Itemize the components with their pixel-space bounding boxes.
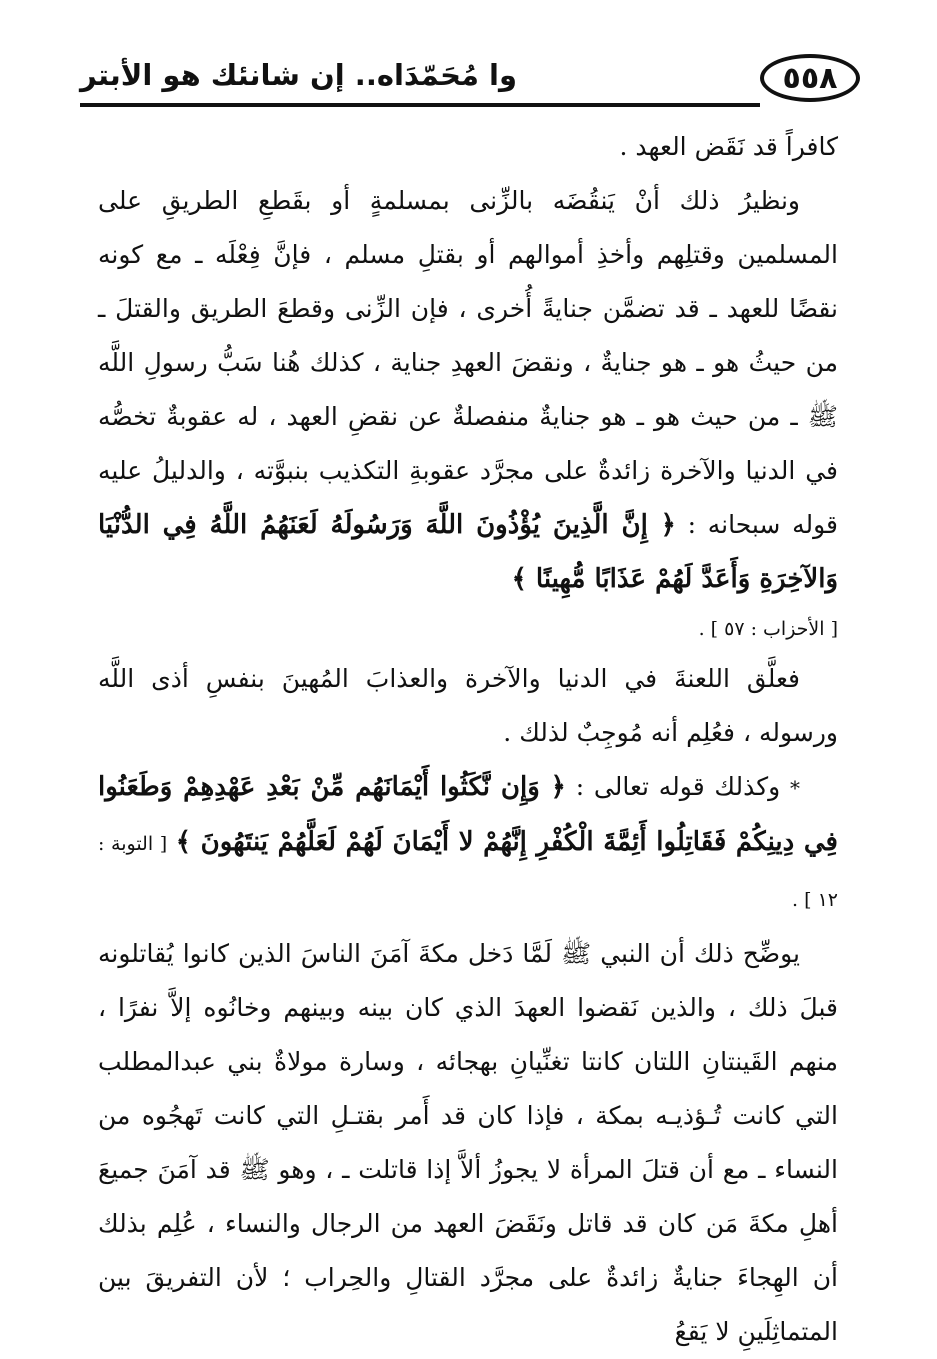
paragraph-5-text: يوضِّح ذلك أن النبي ﷺ لَمَّا دَخل مكةَ آمَنَ الناسَ الذين كانوا يُقاتلونه قبلَ ذلك ، والذين نَقضوا العهدَ الذي كان بينه وبينهم وخانُوه إلاَّ نفرًا ، منهم القَينتانِ اللتان كانتا تغنِّيانِ بهجائه ، وسارة مولاةٌ بني عبدالمطلب التي كانت تُـؤذيـه بمكة ، فإذا كان قد أَمر بقتـلِ التي كانت تَهجُوه من النساء ـ مع أن قتلَ المرأة لا يجوزُ ألاَّ إذا قاتلت ـ ، وهو ﷺ قد آمَنَ جميعَ أهلِ مكةَ مَن كان قد قاتل ونَقَضَ العهد من الرجال والنساء ، عُلِم بذلك أن الهِجاءَ جنايةٌ زائدةٌ على مجرَّد القتالِ والحِراب ؛ لأن التفريقَ بين المتماثِلَينِ لا يَقعُ: [98, 939, 838, 1346]
paragraph-1-text: كافراً قد نَقَض العهد .: [619, 132, 838, 161]
page-body: [98, 120, 838, 1359]
page-header: [80, 54, 860, 110]
quran-verse-ahzab: ﴿ إِنَّ الَّذِينَ يُؤْذُونَ اللَّهَ وَرَسُولَهُ لَعَنَهُمُ اللَّهُ فِي الدُّنْيَا وَالآخِرَةِ وَأَعَدَّ لَهُمْ عَذَابًا مُّهِينًا ﴾: [98, 510, 838, 594]
page-number-badge: [756, 54, 860, 106]
citation-ahzab: [ الأحزاب : ٥٧ ] .: [698, 618, 838, 640]
paragraph-5: [98, 927, 838, 1359]
page-number: ٥٥٨: [760, 54, 860, 102]
paragraph-3-text: فعلَّق اللعنةَ في الدنيا والآخرة والعذابَ المُهينَ بنفسِ أذى اللَّه ورسوله ، فعُلِم أنه مُوجِبٌ لذلك .: [98, 664, 838, 747]
header-rule: [80, 103, 760, 107]
paragraph-2-text: ونظيرُ ذلك أنْ يَنقُضَه بالزِّنى بمسلمةٍ أو بقَطعِ الطريقِ على المسلمين وقتلِهم وأخذِ أموالهم أو بقتلِ مسلم ، فإنَّ فِعْلَه ـ مع كونه نقضًا للعهد ـ قد تضمَّن جنايةً أُخرى ، فإن الزِّنى وقطعَ الطريق والقتلَ ـ من حيثُ هو ـ هو جنايةٌ ، ونقضَ العهدِ جناية ، كذلك هُنا سَبُّ رسولِ اللَّه ﷺ ـ من حيث هو ـ هو جنايةٌ منفصلةٌ عن نقضِ العهد ، له عقوبةٌ تخصُّه في الدنيا والآخرة زائدةٌ على مجرَّد عقوبةِ التكذيب بنبوَّته ، والدليلُ عليه قوله سبحانه :: [98, 186, 838, 539]
star-bullet: *: [790, 776, 800, 800]
citation-tawba: [ التوبة : ١٢ ] .: [98, 833, 838, 911]
quran-verse-tawba: ﴿ وَإِن نَّكَثُوا أَيْمَانَهُم مِّنْ بَعْدِ عَهْدِهِمْ وَطَعَنُوا فِي دِينِكُمْ فَقَاتِلُوا أَئِمَّةَ الْكُفْرِ إِنَّهُمْ لا أَيْمَانَ لَهُمْ لَعَلَّهُمْ يَنتَهُونَ ﴾: [98, 772, 838, 857]
paragraph-4: [98, 760, 838, 927]
running-title: وا مُحَمّدَاه.. إن شانئك هو الأبتر: [80, 58, 518, 92]
paragraph-3: [98, 652, 838, 760]
paragraph-4-intro: وكذلك قوله تعالى :: [575, 772, 781, 801]
paragraph-1: [98, 120, 838, 174]
paragraph-2: [98, 174, 838, 606]
